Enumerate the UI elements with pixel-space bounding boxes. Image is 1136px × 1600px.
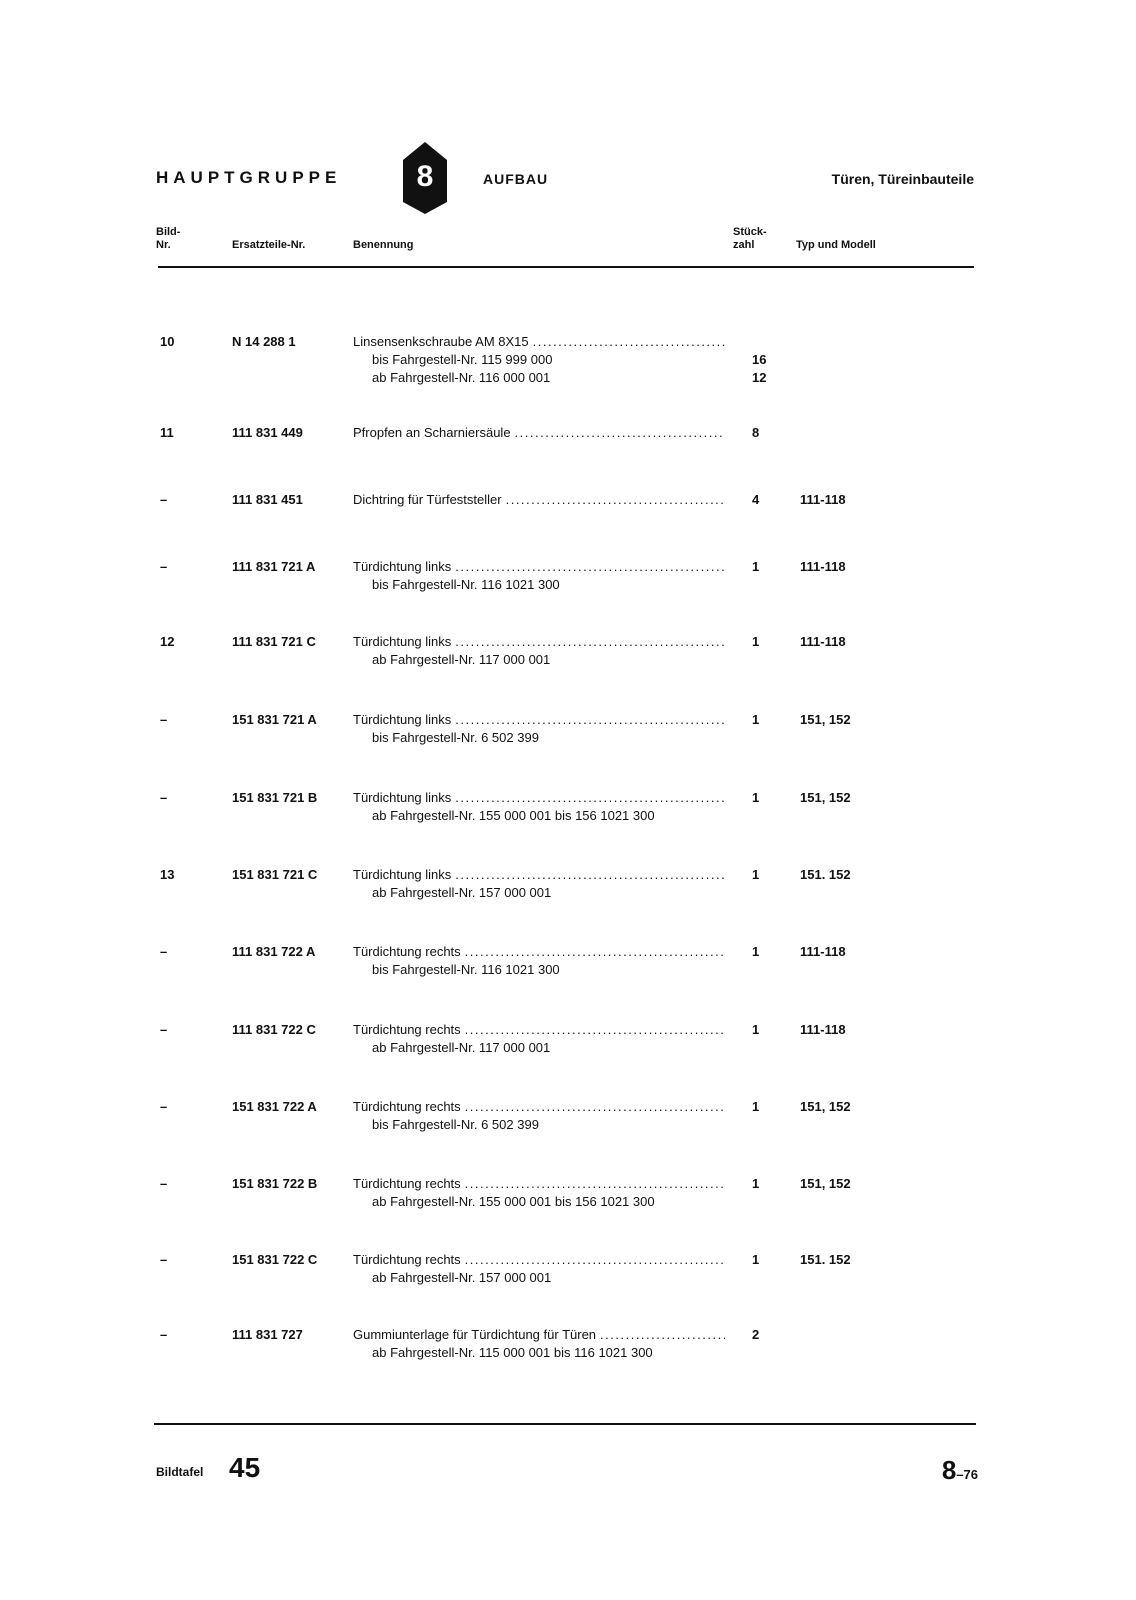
bild-nr: – bbox=[160, 790, 168, 805]
part-number: 151 831 722 C bbox=[232, 1252, 318, 1267]
col-stueckzahl-line1: Stück- bbox=[733, 226, 767, 238]
quantity-value: 4 bbox=[752, 492, 760, 507]
part-number: N 14 288 1 bbox=[232, 334, 296, 349]
col-stueckzahl bbox=[733, 226, 767, 252]
group-name: AUFBAU bbox=[483, 171, 549, 187]
quantity-sub-value: 12 bbox=[752, 370, 767, 385]
quantity bbox=[752, 424, 759, 442]
quantity bbox=[752, 1098, 759, 1116]
part-number: 151 831 721 A bbox=[232, 712, 317, 727]
part-name: Türdichtung rechts bbox=[353, 944, 461, 959]
benennung-line bbox=[353, 1251, 725, 1269]
bild-nr: 10 bbox=[160, 334, 175, 349]
leader-dots bbox=[455, 558, 725, 576]
part-name: Türdichtung links bbox=[353, 634, 452, 649]
leader-dots bbox=[600, 1326, 725, 1344]
part-number: 151 831 722 B bbox=[232, 1176, 318, 1191]
quantity bbox=[752, 1175, 759, 1193]
leader-dots bbox=[455, 789, 725, 807]
col-benennung: Benennung bbox=[353, 239, 414, 251]
leader-dots bbox=[455, 711, 725, 729]
benennung-line bbox=[353, 1021, 725, 1039]
quantity bbox=[752, 1251, 759, 1269]
quantity-value: 1 bbox=[752, 1099, 760, 1114]
header-rule bbox=[158, 266, 974, 268]
bild-nr: 11 bbox=[160, 425, 174, 440]
typ-modell: 151, 152 bbox=[800, 712, 851, 727]
typ-modell: 111-118 bbox=[800, 559, 846, 574]
benennung-line bbox=[353, 424, 725, 442]
bild-nr: – bbox=[160, 1327, 168, 1342]
benennung bbox=[353, 1098, 725, 1134]
benennung bbox=[353, 1175, 725, 1211]
part-number: 111 831 727 bbox=[232, 1327, 303, 1342]
benennung-line bbox=[353, 1175, 725, 1193]
bild-nr: – bbox=[160, 1022, 168, 1037]
chassis-range: ab Fahrgestell-Nr. 157 000 001 bbox=[372, 885, 552, 900]
bild-nr: – bbox=[160, 492, 168, 507]
col-ersatzteile-nr: Ersatzteile-Nr. bbox=[232, 239, 306, 251]
benennung bbox=[353, 333, 725, 387]
benennung-line bbox=[353, 1326, 725, 1344]
part-number: 111 831 722 A bbox=[232, 944, 316, 959]
benennung bbox=[353, 711, 725, 747]
leader-dots bbox=[465, 1175, 725, 1193]
quantity-value: 1 bbox=[752, 634, 760, 649]
benennung-line bbox=[353, 491, 725, 509]
bild-nr: – bbox=[160, 559, 168, 574]
leader-dots bbox=[515, 424, 725, 442]
part-name: Pfropfen an Scharniersäule bbox=[353, 425, 511, 440]
benennung-line bbox=[353, 333, 725, 351]
chassis-range: bis Fahrgestell-Nr. 6 502 399 bbox=[372, 1117, 539, 1132]
part-name: Türdichtung links bbox=[353, 790, 452, 805]
quantity-value: 1 bbox=[752, 790, 760, 805]
part-name: Dichtring für Türfeststeller bbox=[353, 492, 502, 507]
part-number: 111 831 722 C bbox=[232, 1022, 316, 1037]
quantity-value bbox=[752, 333, 766, 351]
quantity-sub-value: 16 bbox=[752, 352, 767, 367]
part-number: 151 831 722 A bbox=[232, 1099, 317, 1114]
bild-nr: 12 bbox=[160, 634, 175, 649]
chassis-range: ab Fahrgestell-Nr. 116 000 001 bbox=[372, 370, 551, 385]
quantity-value: 1 bbox=[752, 1022, 760, 1037]
footer-rule bbox=[154, 1423, 976, 1425]
quantity bbox=[752, 558, 759, 576]
section-title: Türen, Türeinbauteile bbox=[831, 171, 974, 187]
bildtafel-label: Bildtafel bbox=[156, 1465, 204, 1479]
benennung bbox=[353, 633, 725, 669]
leader-dots bbox=[465, 943, 725, 961]
quantity-value: 1 bbox=[752, 1252, 760, 1267]
chassis-range: ab Fahrgestell-Nr. 115 000 001 bis 116 1021 300 bbox=[372, 1345, 653, 1360]
part-name: Türdichtung rechts bbox=[353, 1252, 461, 1267]
part-number: 151 831 721 C bbox=[232, 867, 318, 882]
col-bild-nr-line2: Nr. bbox=[156, 239, 171, 251]
quantity-value: 1 bbox=[752, 712, 760, 727]
benennung bbox=[353, 943, 725, 979]
bild-nr: – bbox=[160, 1252, 168, 1267]
benennung-line bbox=[353, 866, 725, 884]
quantity-value: 1 bbox=[752, 559, 760, 574]
part-number: 151 831 721 B bbox=[232, 790, 318, 805]
part-number: 111 831 721 C bbox=[232, 634, 316, 649]
quantity bbox=[752, 711, 759, 729]
bildtafel-number: 45 bbox=[229, 1452, 261, 1483]
benennung-line bbox=[353, 633, 725, 651]
leader-dots bbox=[533, 333, 725, 351]
quantity bbox=[752, 1021, 759, 1039]
chassis-range: bis Fahrgestell-Nr. 116 1021 300 bbox=[372, 577, 560, 592]
benennung-line bbox=[353, 558, 725, 576]
col-stueckzahl-line2: zahl bbox=[733, 239, 755, 251]
typ-modell: 151. 152 bbox=[800, 1252, 851, 1267]
part-name: Türdichtung rechts bbox=[353, 1022, 461, 1037]
bild-nr: – bbox=[160, 1176, 168, 1191]
quantity bbox=[752, 943, 759, 961]
chassis-range: ab Fahrgestell-Nr. 117 000 001 bbox=[372, 652, 551, 667]
chassis-range: ab Fahrgestell-Nr. 117 000 001 bbox=[372, 1040, 551, 1055]
chassis-range: ab Fahrgestell-Nr. 157 000 001 bbox=[372, 1270, 552, 1285]
typ-modell: 111-118 bbox=[800, 944, 846, 959]
quantity bbox=[752, 1326, 759, 1344]
col-bild-nr bbox=[156, 226, 180, 252]
benennung-line bbox=[353, 1098, 725, 1116]
quantity bbox=[752, 789, 759, 807]
typ-modell: 151. 152 bbox=[800, 867, 851, 882]
leader-dots bbox=[465, 1021, 725, 1039]
quantity bbox=[752, 633, 759, 651]
col-bild-nr-line1: Bild- bbox=[156, 226, 181, 238]
chassis-range: ab Fahrgestell-Nr. 155 000 001 bis 156 1021 300 bbox=[372, 1194, 655, 1209]
quantity-value: 2 bbox=[752, 1327, 760, 1342]
benennung bbox=[353, 789, 725, 825]
chassis-range: bis Fahrgestell-Nr. 116 1021 300 bbox=[372, 962, 560, 977]
part-number: 111 831 449 bbox=[232, 425, 303, 440]
chassis-range: bis Fahrgestell-Nr. 6 502 399 bbox=[372, 730, 539, 745]
part-name: Gummiunterlage für Türdichtung für Türen bbox=[353, 1327, 597, 1342]
bild-nr: – bbox=[160, 944, 168, 959]
part-name: Türdichtung links bbox=[353, 559, 452, 574]
benennung bbox=[353, 491, 725, 509]
leader-dots bbox=[465, 1251, 725, 1269]
group-number: 8 bbox=[416, 160, 434, 193]
leader-dots bbox=[455, 866, 725, 884]
part-number: 111 831 721 A bbox=[232, 559, 316, 574]
quantity bbox=[752, 866, 759, 884]
group-badge bbox=[403, 142, 447, 214]
leader-dots bbox=[465, 1098, 725, 1116]
benennung-line bbox=[353, 789, 725, 807]
hauptgruppe-label: HAUPTGRUPPE bbox=[156, 168, 342, 187]
bild-nr: – bbox=[160, 1099, 168, 1114]
part-name: Türdichtung links bbox=[353, 867, 452, 882]
chassis-range: ab Fahrgestell-Nr. 155 000 001 bis 156 1021 300 bbox=[372, 808, 655, 823]
quantity bbox=[752, 491, 759, 509]
benennung bbox=[353, 1326, 725, 1362]
leader-dots bbox=[506, 491, 725, 509]
typ-modell: 111-118 bbox=[800, 1022, 846, 1037]
bild-nr: – bbox=[160, 712, 168, 727]
benennung-line bbox=[353, 711, 725, 729]
part-number: 111 831 451 bbox=[232, 492, 303, 507]
part-name: Türdichtung rechts bbox=[353, 1176, 461, 1191]
col-typ-modell: Typ und Modell bbox=[796, 239, 876, 251]
quantity-value: 1 bbox=[752, 1176, 760, 1191]
benennung bbox=[353, 1021, 725, 1057]
leader-dots bbox=[455, 633, 725, 651]
quantity-value: 1 bbox=[752, 944, 760, 959]
part-name: Türdichtung rechts bbox=[353, 1099, 461, 1114]
benennung bbox=[353, 1251, 725, 1287]
chassis-range: bis Fahrgestell-Nr. 115 999 000 bbox=[372, 352, 553, 367]
quantity-value: 1 bbox=[752, 867, 760, 882]
part-name: Türdichtung links bbox=[353, 712, 452, 727]
benennung-line bbox=[353, 943, 725, 961]
typ-modell: 151, 152 bbox=[800, 1176, 851, 1191]
quantity-value: 8 bbox=[752, 425, 760, 440]
bild-nr: 13 bbox=[160, 867, 175, 882]
typ-modell: 111-118 bbox=[800, 634, 846, 649]
page-number-main: 8 bbox=[941, 1455, 957, 1485]
part-name: Linsensenkschraube AM 8X15 bbox=[353, 334, 529, 349]
typ-modell: 151, 152 bbox=[800, 790, 851, 805]
benennung bbox=[353, 558, 725, 594]
page-number-sub: –76 bbox=[956, 1467, 978, 1482]
quantity bbox=[752, 333, 766, 387]
page-number bbox=[942, 1455, 978, 1486]
typ-modell: 111-118 bbox=[800, 492, 846, 507]
typ-modell: 151, 152 bbox=[800, 1099, 851, 1114]
benennung bbox=[353, 424, 725, 442]
benennung bbox=[353, 866, 725, 902]
